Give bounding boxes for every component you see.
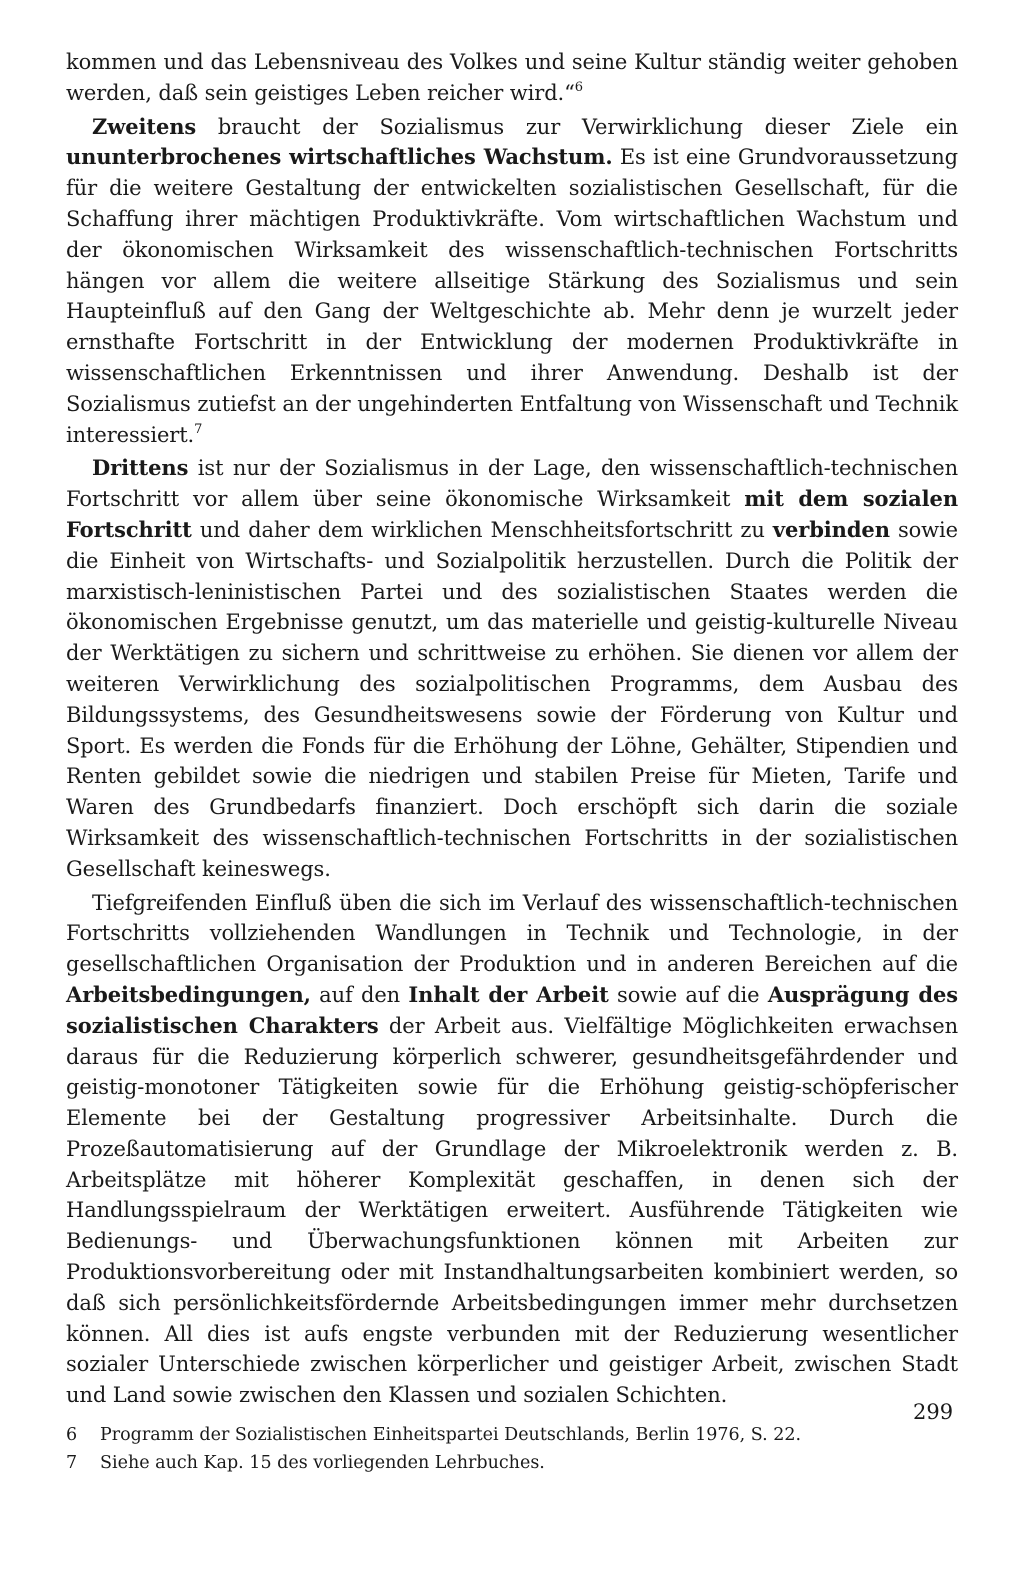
- emphasis-text: ununterbrochenes wirtschaftliches Wachstum.: [66, 144, 613, 170]
- emphasis-text: Ausprägung des sozialistischen Charakters: [66, 981, 958, 1038]
- body-text: braucht der Sozialismus zur Verwirklichung dieser Ziele ein: [196, 114, 958, 139]
- footnote-number: 6: [66, 1425, 78, 1446]
- body-text: Tiefgreifenden Einfluß üben die sich im Verlauf des wissenschaftlich-technischen Fortschritts vollziehenden Wandlungen in Technik und Technologie, in der gesellschaftlichen Organisation der Produktion und in anderen Bereichen auf die: [66, 890, 958, 977]
- body-text: der Arbeit aus. Vielfältige Möglichkeiten erwachsen daraus für die Reduzierung körperlich schwerer, gesundheitsgefährdender und geistig-monotoner Tätigkeiten sowie für die Erhöhung geistig-schöpferischer Elemente bei der Gestaltung progressiver Arbeitsinhalte. Durch die Prozeßautomatisierung auf der Grundlage der Mikroelektronik werden z. B. Arbeitsplätze mit höherer Komplexität geschaffen, in denen sich der Handlungsspielraum der Werktätigen erweitert. Ausführende Tätigkeiten wie Bedienungs- und Überwachungsfunktionen können mit Arbeiten zur Produktionsvorbereitung oder mit Instandhaltungsarbeiten kombiniert werden, so daß sich persönlichkeitsfördernde Arbeitsbedingungen immer mehr durchsetzen können. All dies ist aufs engste verbunden mit der Reduzierung wesentlicher sozialer Unterschiede zwischen körperlicher und geistiger Arbeit, zwischen Stadt und Land sowie zwischen den Klassen und sozialen Schichten.: [66, 1013, 958, 1408]
- footnote: [66, 1449, 958, 1477]
- footnote-text: Siehe auch Kap. 15 des vorliegenden Lehrbuches.: [100, 1453, 545, 1474]
- body-text: sowie auf die: [608, 982, 768, 1007]
- body-text: auf den: [310, 982, 409, 1007]
- footnote-text: Programm der Sozialistischen Einheitspartei Deutschlands, Berlin 1976, S. 22.: [100, 1425, 802, 1446]
- footnote-marker: 7: [194, 421, 203, 437]
- paragraph: [66, 47, 958, 109]
- body-text: ist nur der Sozialismus in der Lage, den wissenschaftlich-technischen Fortschritt vor allem über seine ökonomische Wirksamkeit: [66, 456, 958, 512]
- body-text: Es ist eine Grundvoraussetzung für die weitere Gestaltung der entwickelten sozialistischen Gesellschaft, für die Schaffung ihrer mächtigen Produktivkräfte. Vom wirtschaftlichen Wachstum und der ökonomischen Wirksamkeit des wissenschaftlich-technischen Fortschritts hängen vor allem die weitere allseitige Stärkung des Sozialismus und sein Haupteinfluß auf den Gang der Weltgeschichte ab. Mehr denn je wurzelt jeder ernsthafte Fortschritt in der Entwicklung der modernen Produktivkräfte in wissenschaftlichen Erkenntnissen und ihrer Anwendung. Deshalb ist der Sozialismus zutiefst an der ungehinderten Entfaltung von Wissenschaft und Technik interessiert.: [66, 145, 958, 447]
- footnote-marker: 6: [574, 79, 583, 95]
- emphasis-text: verbinden: [772, 516, 890, 542]
- footnote-number: 7: [66, 1453, 78, 1474]
- paragraph: [66, 112, 958, 451]
- emphasis-text: Inhalt der Arbeit: [408, 981, 609, 1007]
- footnotes: [66, 1421, 958, 1477]
- page-number: 299: [913, 1400, 954, 1424]
- paragraph: [66, 888, 958, 1412]
- text-body: [66, 47, 958, 1411]
- emphasis-text: Drittens: [92, 455, 189, 481]
- emphasis-text: Zweitens: [92, 113, 197, 139]
- footnote: [66, 1421, 958, 1449]
- page-body: [66, 47, 958, 1477]
- emphasis-text: Arbeitsbedingungen,: [66, 981, 311, 1007]
- body-text: sowie die Einheit von Wirtschafts- und Sozialpolitik herzustellen. Durch die Politik der marxistisch-leninistischen Partei und des sozialistischen Staates werden die ökonomischen Ergebnisse genutzt, um das materielle und geistig-kulturelle Niveau der Werktätigen zu sichern und schrittweise zu erhöhen. Sie dienen vor allem der weiteren Verwirklichung des sozialpolitischen Programms, dem Ausbau des Bildungssystems, des Gesundheitswesens sowie der Förderung von Kultur und Sport. Es werden die Fonds für die Erhöhung der Löhne, Gehälter, Stipendien und Renten gebildet sowie die niedrigen und stabilen Preise für Mieten, Tarife und Waren des Grundbedarfs finanziert. Doch erschöpft sich darin die soziale Wirksamkeit des wissenschaftlich-technischen Fortschritts in der sozialistischen Gesellschaft keineswegs.: [66, 517, 958, 881]
- body-text: und daher dem wirklichen Menschheitsfortschritt zu: [191, 517, 773, 542]
- emphasis-text: mit dem sozialen Fortschritt: [66, 486, 958, 542]
- body-text: kommen und das Lebensniveau des Volkes und seine Kultur ständig weiter gehoben werden, daß sein geistiges Leben reicher wird.“: [66, 50, 958, 105]
- paragraph: [66, 453, 958, 884]
